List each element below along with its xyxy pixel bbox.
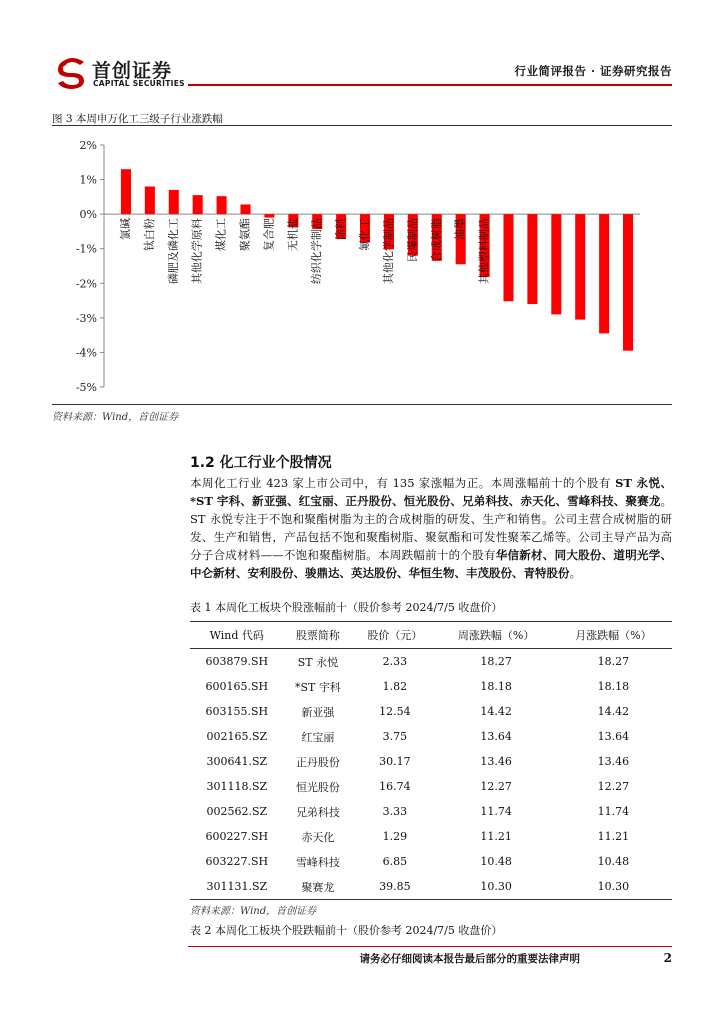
- table-row: [190, 874, 672, 900]
- table-cell: 13.46: [480, 755, 512, 768]
- figure-bottom-divider: [52, 404, 672, 405]
- table-cell: 正丹股份: [295, 755, 340, 769]
- bar: [264, 214, 274, 217]
- table-cell: 603155.SH: [205, 705, 269, 718]
- table-cell: 18.27: [597, 655, 630, 668]
- table-cell: 10.48: [597, 855, 630, 868]
- table-cell: 12.27: [480, 780, 512, 793]
- table-cell: 18.27: [480, 655, 512, 668]
- footer-disclaimer: 请务必仔细阅读本报告最后部分的重要法律声明: [359, 953, 580, 965]
- bar: [575, 214, 585, 319]
- table-cell: 11.21: [480, 830, 512, 843]
- company-logo-icon: [54, 56, 90, 90]
- table-row: [190, 674, 672, 699]
- bar: [145, 186, 155, 214]
- section-paragraph: [190, 474, 672, 582]
- table-cell: 恒光股份: [295, 780, 340, 794]
- table2-title: 表 2 本周化工板块个股跌幅前十（股价参考 2024/7/5 收盘价）: [190, 924, 503, 937]
- table1-title: 表 1 本周化工板块个股涨幅前十（股价参考 2024/7/5 收盘价）: [190, 601, 503, 614]
- y-tick-label: 2%: [79, 139, 97, 152]
- table-cell: 13.64: [597, 730, 630, 743]
- table1-source: 资料来源：Wind，首创证券: [190, 906, 317, 917]
- table-cell: 600165.SH: [205, 680, 269, 693]
- table-row: [190, 824, 672, 849]
- x-category-label: 煤化工: [214, 218, 228, 252]
- x-category-label: 油墨: [453, 218, 467, 241]
- table-cell: 新亚强: [301, 705, 335, 719]
- bar: [193, 195, 203, 214]
- table-cell: 301131.SZ: [190, 874, 284, 900]
- table-cell: 3.33: [382, 805, 408, 818]
- x-category-label: 氯碱: [118, 218, 132, 241]
- bar: [240, 204, 250, 214]
- bar: [503, 214, 513, 301]
- x-category-label: 其他化学制品: [381, 218, 395, 285]
- x-category-label: 其他塑料制品: [477, 218, 491, 285]
- figure-title-divider: [52, 125, 672, 126]
- table-cell: 红宝丽: [301, 730, 335, 744]
- table-cell: 39.85: [352, 874, 437, 900]
- x-category-label: 磷肥及磷化工: [166, 218, 180, 285]
- table-cell: 14.42: [480, 705, 512, 718]
- table-header-row: [190, 622, 672, 649]
- x-category-label: 聚氨酯: [238, 218, 252, 252]
- y-tick-label: -2%: [75, 277, 97, 291]
- table-cell: 600227.SH: [205, 830, 269, 843]
- footer-divider: [188, 946, 672, 947]
- table-row: [190, 799, 672, 824]
- table-row: [190, 774, 672, 799]
- table-cell: ST 永悦: [297, 655, 339, 669]
- bar: [217, 196, 227, 214]
- table-cell: 11.74: [597, 805, 630, 818]
- table-cell: 301118.SZ: [206, 780, 268, 793]
- page-header: [0, 0, 724, 95]
- table-cell: 300641.SZ: [206, 755, 268, 768]
- table-cell: 1.82: [382, 680, 408, 693]
- bar: [551, 214, 561, 314]
- x-category-label: 复合肥: [262, 218, 276, 252]
- column-header: 周涨跌幅（%）: [437, 622, 554, 649]
- report-type: 行业简评报告 · 证券研究报告: [514, 64, 672, 78]
- y-tick-label: -5%: [75, 381, 97, 394]
- table-cell: 18.18: [597, 680, 630, 693]
- figure-source: 资料来源：Wind，首创证券: [52, 412, 179, 423]
- table-row: [190, 849, 672, 874]
- table-cell: 兄弟科技: [295, 805, 340, 819]
- y-tick-label: -4%: [75, 346, 97, 360]
- table-row: [190, 749, 672, 774]
- bar: [121, 169, 131, 214]
- table-cell: 6.85: [382, 855, 408, 868]
- x-category-label: 氟化工: [358, 218, 372, 252]
- x-category-label: 无机盐: [286, 218, 300, 252]
- table-cell: 3.75: [382, 730, 408, 743]
- table-cell: 603227.SH: [205, 855, 269, 868]
- paragraph-text: 。: [569, 566, 581, 580]
- paragraph-text: 。ST 永悦专注于不饱和聚酯树脂为主的合成树脂的研发、生产和销售。公司主营合成树脂的研发、生产和销售，产品包括不饱和聚酯树脂、聚氨酯和可发性聚苯乙烯等。公司主导产品为高分子合成材料——不饱和聚酯树脂。本周跌幅前十的个股有: [190, 494, 672, 562]
- x-category-label: 钛白粉: [142, 218, 156, 252]
- table-cell: 002165.SZ: [206, 730, 268, 743]
- table-cell: 13.46: [597, 755, 630, 768]
- table-cell: 13.64: [480, 730, 512, 743]
- table-cell: 11.21: [597, 830, 630, 843]
- bar: [623, 214, 633, 351]
- y-tick-label: -1%: [75, 242, 97, 256]
- gainers-table: [190, 621, 672, 900]
- logo-text-cn: 首创证券: [92, 60, 173, 82]
- column-header: 股价（元）: [352, 622, 437, 649]
- paragraph-text: 本周化工行业 423 家上市公司中，有 135 家涨幅为正。本周涨幅前十的个股有: [190, 476, 616, 490]
- x-category-label: 民爆制品: [405, 218, 419, 263]
- column-header: 月涨跌幅（%）: [555, 622, 672, 649]
- table-cell: 002562.SZ: [206, 805, 268, 818]
- table-cell: 聚赛龙: [284, 874, 353, 900]
- table-cell: 10.30: [437, 874, 554, 900]
- table-cell: *ST 宇科: [295, 680, 341, 694]
- highlighted-stocks: 华信新材、同大股份、道明光学、中仑新材、安利股份、骏鼎达、英达股份、华恒生物、丰茂股份、青特股份: [190, 548, 673, 580]
- figure-title: 图 3 本周申万化工三级子行业涨跌幅: [52, 113, 223, 125]
- bar: [599, 214, 609, 333]
- table-cell: 12.54: [379, 705, 411, 718]
- y-tick-label: 0%: [79, 208, 97, 222]
- y-tick-label: -3%: [75, 311, 97, 325]
- table-cell: 14.42: [597, 705, 630, 718]
- bar-chart: [52, 132, 672, 402]
- table-row: [190, 699, 672, 724]
- table-row: [190, 649, 672, 675]
- section-title: 1.2 化工行业个股情况: [190, 455, 332, 471]
- table-cell: 10.48: [480, 855, 512, 868]
- bar: [169, 190, 179, 214]
- page-footer: [0, 951, 672, 966]
- page-number: 2: [663, 951, 672, 965]
- x-category-label: 合成树脂: [429, 218, 443, 263]
- header-divider: [188, 84, 672, 86]
- table-cell: 16.74: [379, 780, 411, 793]
- table-cell: 603879.SH: [205, 655, 269, 668]
- column-header: Wind 代码: [190, 622, 284, 649]
- bar: [527, 214, 537, 304]
- table-cell: 12.27: [597, 780, 630, 793]
- y-tick-label: 1%: [79, 173, 97, 187]
- highlighted-stocks: ST 永悦、*ST 宇科、新亚强、红宝丽、正丹股份、恒光股份、兄弟科技、赤天化、雪峰科技、聚赛龙: [190, 476, 672, 508]
- x-category-label: 其他化学原料: [190, 218, 204, 285]
- x-category-label: 纺织化学制品: [310, 218, 324, 285]
- x-category-label: 涂料: [334, 218, 348, 241]
- table-cell: 1.29: [382, 830, 408, 843]
- logo-text-en: CAPITAL SECURITIES: [93, 79, 185, 88]
- table-cell: 11.74: [480, 805, 512, 818]
- table-cell: 10.30: [555, 874, 672, 900]
- table-cell: 赤天化: [301, 830, 335, 844]
- table-cell: 30.17: [379, 755, 411, 768]
- table-cell: 雪峰科技: [295, 855, 340, 869]
- table-cell: 18.18: [480, 680, 512, 693]
- column-header: 股票简称: [284, 622, 353, 649]
- table-cell: 2.33: [382, 655, 408, 668]
- table-row: [190, 724, 672, 749]
